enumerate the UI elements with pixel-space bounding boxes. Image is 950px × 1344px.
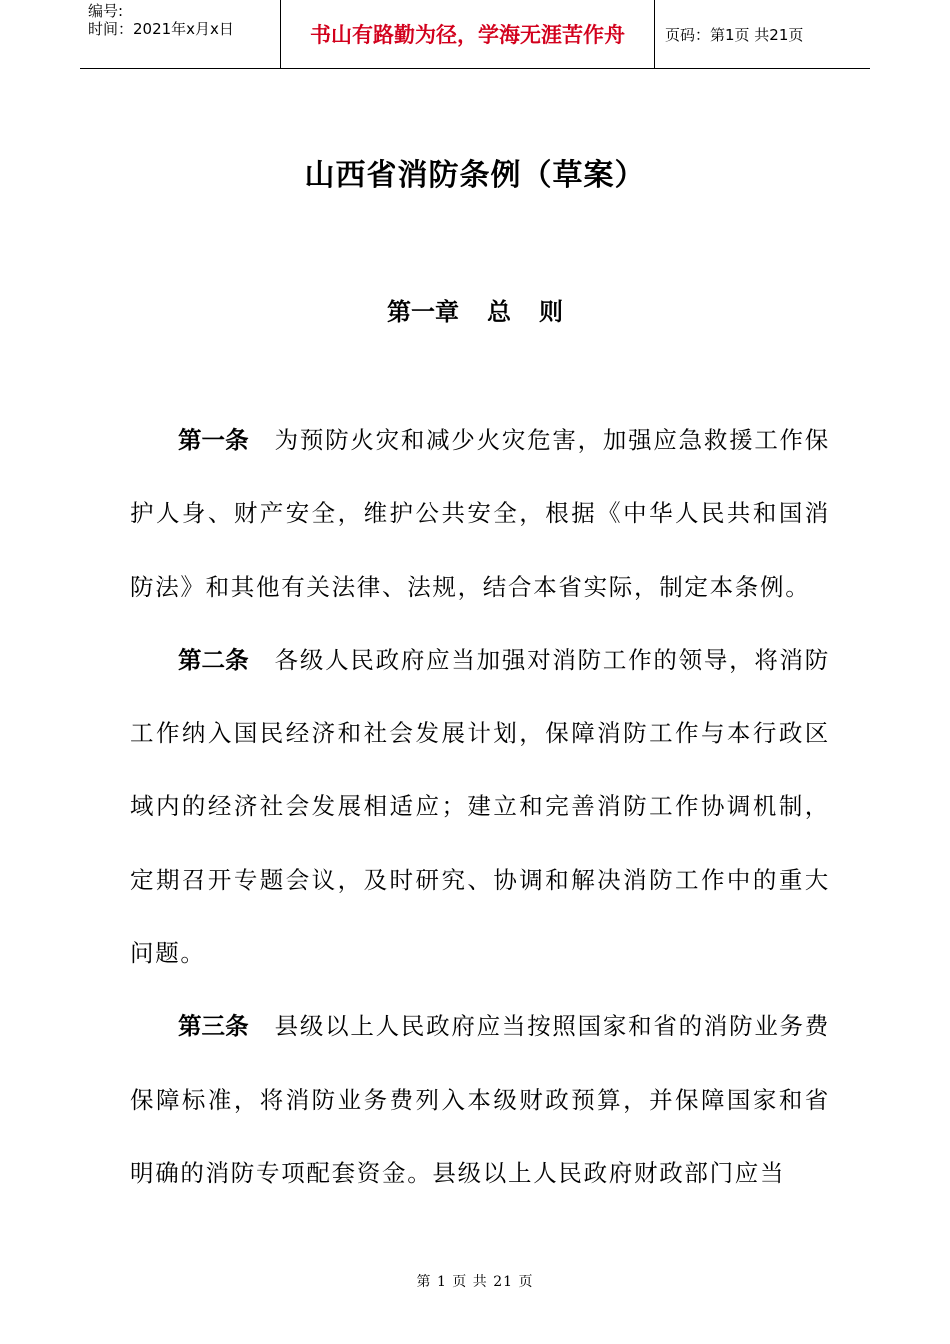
article-text: 县级以上人民政府应当按照国家和省的消防业务费保障标准，将消防业务费列入本级财政预算，并保障国家和省明确的消防专项配套资金。县级以上人民政府财政部门应当 (130, 1012, 831, 1187)
chapter-name-2: 则 (539, 298, 563, 326)
article-text: 各级人民政府应当加强对消防工作的领导，将消防工作纳入国民经济和社会发展计划，保障消防工作与本行政区域内的经济社会发展相适应；建立和完善消防工作协调机制，定期召开专题会议，及时研究、协调和解决消防工作中的重大问题。 (130, 645, 831, 968)
chapter-heading (0, 292, 950, 327)
article-label: 第三条 (178, 1012, 249, 1041)
article-3 (130, 990, 830, 1210)
time-label: 时间：2021年x月x日 (88, 20, 234, 38)
article-label: 第二条 (178, 645, 249, 674)
page-header (80, 0, 870, 69)
chapter-prefix: 第一章 (387, 298, 459, 326)
article-1 (130, 404, 830, 624)
header-page-info: 页码：第1页 共21页 (665, 25, 804, 44)
document-title: 山西省消防条例（草案） (304, 158, 646, 193)
document-body (130, 404, 830, 1210)
article-text: 为预防火灾和减少火灾危害，加强应急救援工作保护人身、财产安全，维护公共安全，根据《中华人民共和国消防法》和其他有关法律、法规，结合本省实际，制定本条例。 (130, 426, 831, 601)
page-footer: 第 1 页 共 21 页 (416, 1274, 534, 1290)
article-2 (130, 624, 830, 990)
header-motto: 书山有路勤为径，学海无涯苦作舟 (281, 0, 655, 68)
number-label: 编号: (88, 2, 124, 20)
article-label: 第一条 (178, 426, 249, 454)
chapter-name-1: 总 (487, 298, 511, 326)
header-meta (80, 0, 281, 68)
